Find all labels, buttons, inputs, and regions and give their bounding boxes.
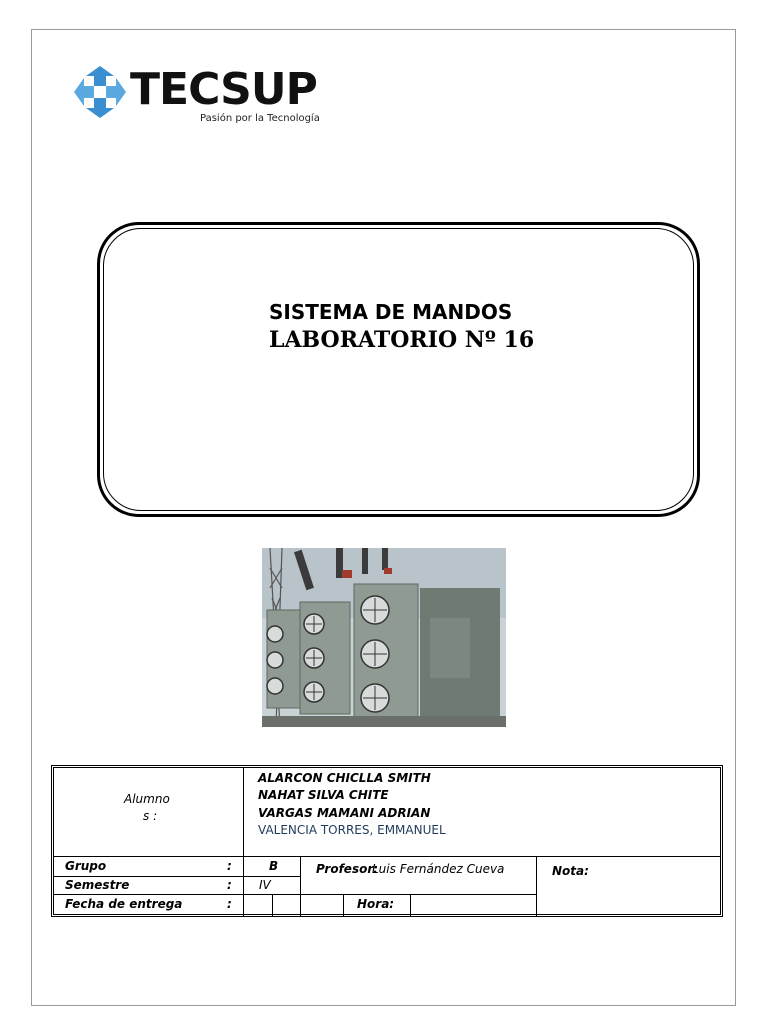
grupo-value: B <box>269 859 279 873</box>
logo-wordmark: TECSUP <box>130 64 317 115</box>
alumnos-label: Alumno <box>124 792 170 806</box>
student-name: ALARCON CHICLLA SMITH <box>258 771 431 785</box>
course-title: SISTEMA DE MANDOS <box>269 300 513 324</box>
grupo-label: Grupo <box>65 859 107 873</box>
transformer-photo <box>262 548 506 727</box>
logo-arrows-icon <box>70 62 130 122</box>
table-divider <box>300 856 301 916</box>
student-name: VARGAS MAMANI ADRIAN <box>258 806 431 820</box>
fecha-label: Fecha de entrega <box>65 897 183 911</box>
tecsup-logo <box>70 62 320 130</box>
colon: : <box>227 897 232 911</box>
semestre-value: IV <box>259 878 271 892</box>
table-divider <box>53 894 536 895</box>
semestre-label: Semestre <box>65 878 130 892</box>
student-name: VALENCIA TORRES, EMMANUEL <box>258 823 446 837</box>
table-divider <box>272 894 273 916</box>
hora-label: Hora: <box>357 897 395 911</box>
alumnos-label-cont: s : <box>143 809 158 823</box>
table-divider <box>343 894 344 916</box>
nota-label: Nota: <box>552 864 589 878</box>
student-name: NAHAT SILVA CHITE <box>258 788 389 802</box>
table-divider <box>53 856 721 857</box>
lab-title: LABORATORIO Nº 16 <box>269 327 535 353</box>
profesor-value: Luis Fernández Cueva <box>372 862 505 876</box>
colon: : <box>227 859 232 873</box>
colon: : <box>227 878 232 892</box>
profesor-label: Profesor: <box>316 862 379 876</box>
table-divider <box>410 894 411 916</box>
table-divider <box>53 876 301 877</box>
title-frame <box>97 222 700 517</box>
table-divider <box>536 856 537 916</box>
logo-tagline: Pasión por la Tecnología <box>200 113 320 124</box>
